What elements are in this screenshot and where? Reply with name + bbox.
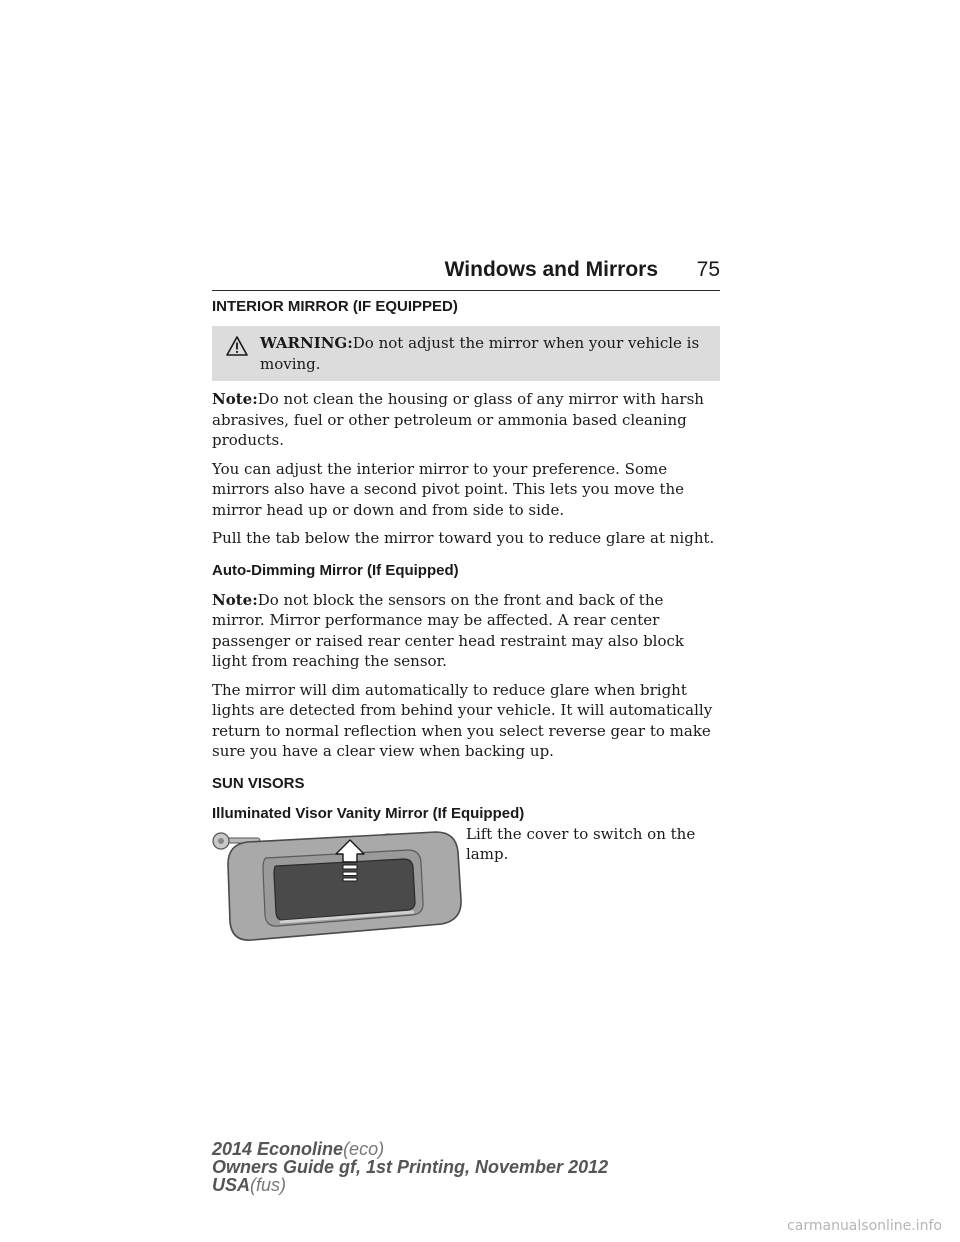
watermark: carmanualsonline.info <box>787 1218 942 1234</box>
warning-box <box>212 326 720 381</box>
page-content <box>212 298 720 964</box>
warning-text: WARNING:Do not adjust the mirror when your vehicle is moving. <box>260 334 700 373</box>
page-number: 75 <box>696 258 720 281</box>
visor-instruction: Lift the cover to switch on the lamp. <box>466 824 696 863</box>
page-header <box>212 256 720 291</box>
note-label: Note: <box>212 390 258 408</box>
warning-label: WARNING: <box>260 334 353 352</box>
footer-line-3: USA(fus) <box>212 1175 287 1195</box>
sun-visors-heading: SUN VISORS <box>212 774 305 792</box>
footer-line-2: Owners Guide gf, 1st Printing, November 2012 <box>212 1157 609 1177</box>
interior-mirror-heading: INTERIOR MIRROR (IF EQUIPPED) <box>212 298 458 315</box>
visor-section <box>212 824 720 964</box>
footer-line-1: 2014 Econoline(eco) <box>212 1139 385 1159</box>
auto-dimming-paragraph: The mirror will dim automatically to reduce glare when bright lights are detected from behind your vehicle. It will automatically return to normal reflection when you select reverse gear to make sure you have a clear view when backing up. <box>212 680 713 760</box>
interior-mirror-note: Note:Do not clean the housing or glass of any mirror with harsh abrasives, fuel or other petroleum or ammonia based cleaning products. <box>212 390 704 449</box>
sun-visor-illustration <box>208 824 462 942</box>
vanity-mirror-heading: Illuminated Visor Vanity Mirror (If Equipped) <box>212 804 525 822</box>
section-title: Windows and Mirrors <box>444 258 658 281</box>
interior-mirror-paragraph: You can adjust the interior mirror to your preference. Some mirrors also have a second pivot point. This lets you move the mirror head up or down and from side to side. <box>212 459 685 519</box>
auto-dimming-heading: Auto-Dimming Mirror (If Equipped) <box>212 561 459 579</box>
warning-triangle-icon <box>226 336 248 356</box>
page-footer <box>212 1140 608 1194</box>
note-label: Note: <box>212 590 258 609</box>
auto-dimming-note: Note:Do not block the sensors on the front and back of the mirror. Mirror performance may be affected. A rear center passenger or raised rear center head restraint may also block light from reaching the sensor. <box>212 590 684 670</box>
interior-mirror-tab-paragraph: Pull the tab below the mirror toward you to reduce glare at night. <box>212 529 715 547</box>
